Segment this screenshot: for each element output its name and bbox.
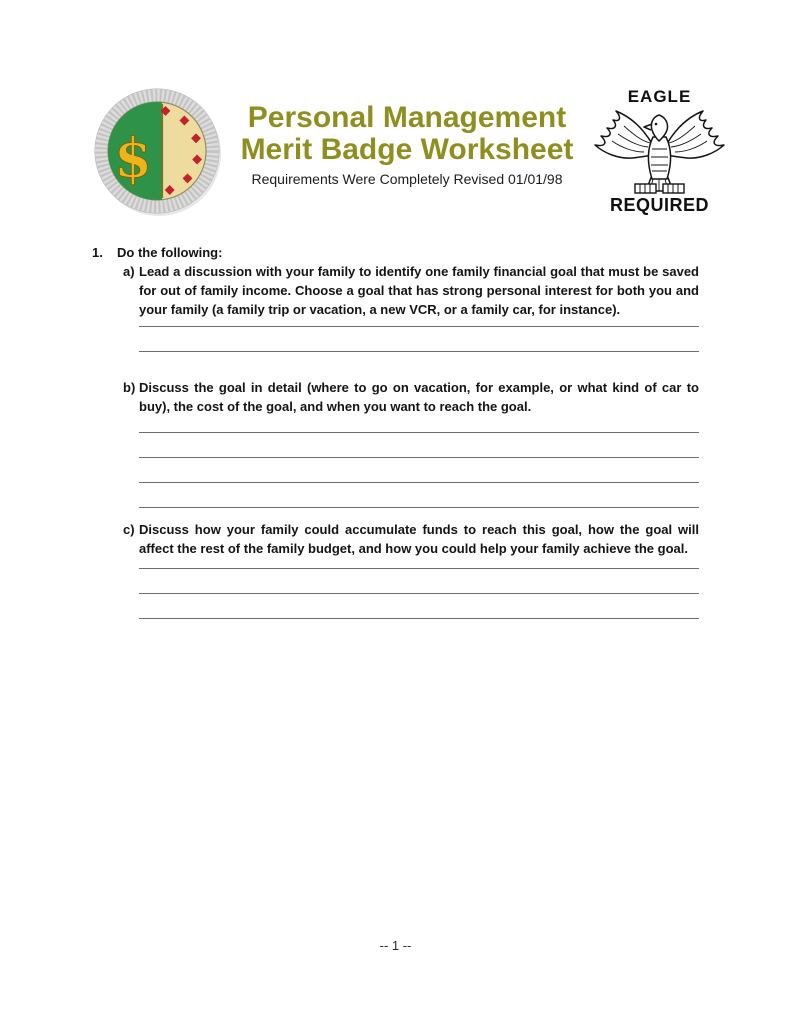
item-c-text: Discuss how your family could accumulate funds to reach this goal, how the goal will affect the rest of the family budget, and how you could help your family achieve the goal.	[139, 522, 699, 556]
requirement-item-b	[92, 378, 699, 416]
answer-line	[139, 433, 699, 458]
revision-note: Requirements Were Completely Revised 01/01/98	[251, 171, 563, 187]
header	[93, 85, 727, 218]
item-c-label: c)	[123, 522, 135, 537]
page-title-line1: Personal Management	[247, 101, 567, 134]
item-b-text: Discuss the goal in detail (where to go on vacation, for example, or what kind of car to buy), the cost of the goal, and when you want to reach the goal.	[139, 380, 699, 414]
requirement-1-heading	[92, 243, 699, 262]
page-title-line2: Merit Badge Worksheet	[240, 133, 574, 166]
requirement-number: 1.	[92, 245, 103, 260]
answer-line	[139, 458, 699, 483]
merit-badge-patch-icon	[93, 85, 222, 218]
answer-lines-b	[139, 408, 699, 508]
answer-line	[139, 327, 699, 352]
item-a-label: a)	[123, 264, 135, 279]
dollar-sign: $	[114, 126, 152, 190]
answer-line	[139, 594, 699, 619]
requirement-heading-text: Do the following:	[117, 245, 223, 260]
page-footer	[0, 938, 791, 954]
requirement-item-c	[92, 520, 699, 558]
page-number: -- 1 --	[379, 938, 412, 953]
answer-line	[139, 483, 699, 508]
eagle-label-top: EAGLE	[627, 87, 692, 106]
item-b-label: b)	[123, 380, 136, 395]
requirement-item-a	[92, 262, 699, 319]
answer-line	[139, 569, 699, 594]
eagle-required-emblem	[592, 85, 727, 218]
eagle-label-bottom: REQUIRED	[609, 195, 709, 215]
requirements-section	[92, 243, 699, 619]
item-a-text: Lead a discussion with your family to identify one family financial goal that must be saved for out of family income. Choose a goal that has strong personal interest for both you and your family (a family trip or vacation, a new VCR, or a family car, for instance).	[139, 264, 699, 317]
title-block	[222, 85, 592, 188]
